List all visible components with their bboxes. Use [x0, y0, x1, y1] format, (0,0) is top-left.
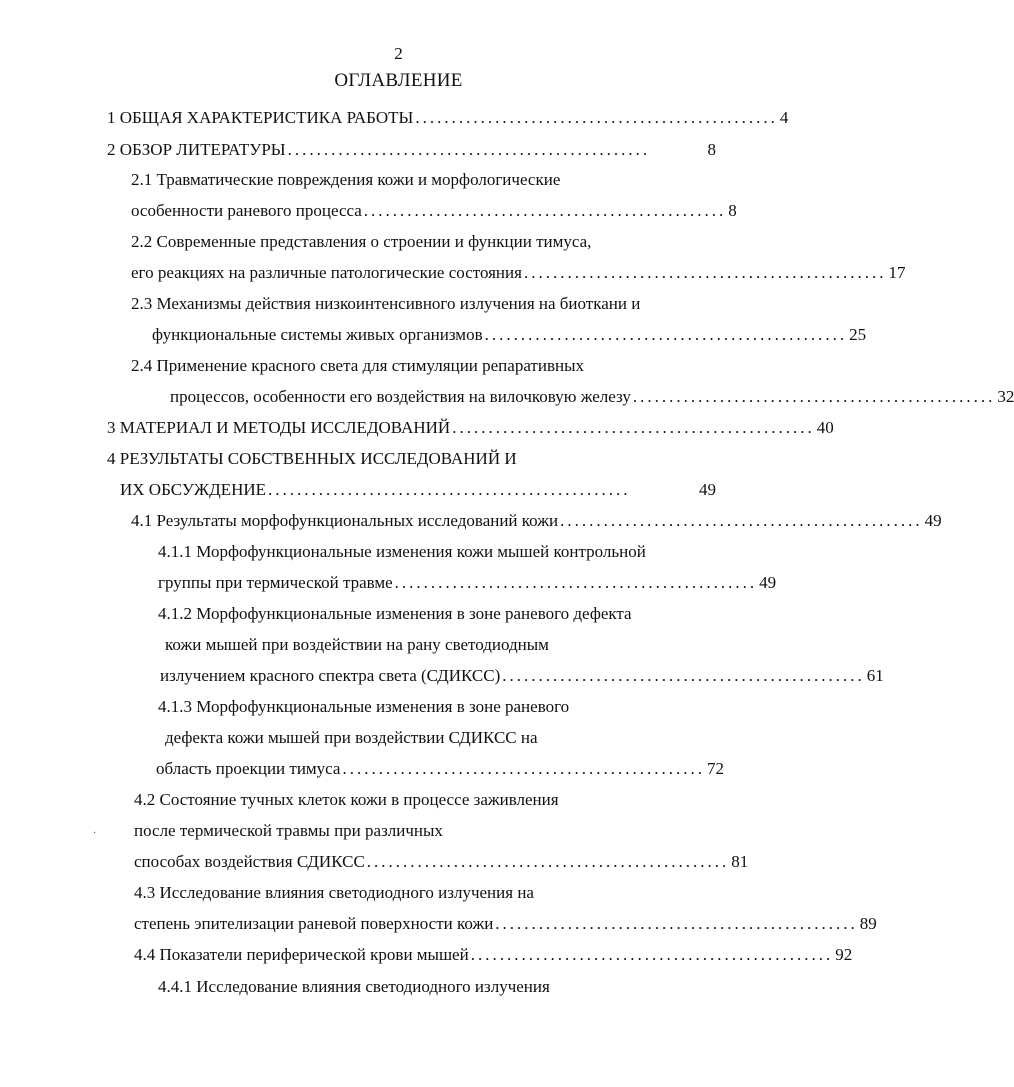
page-ref: 49: [759, 573, 777, 592]
page-ref: 8: [707, 140, 716, 159]
toc-entry-4-2[interactable]: способах воздействия СДИКСС .................................................. 81: [134, 852, 749, 871]
page-ref: 61: [866, 666, 884, 685]
toc-entry-4[interactable]: ИХ ОБСУЖДЕНИЕ .................................................. 49: [120, 480, 716, 499]
toc-entry-2-4[interactable]: процессов, особенности его воздействия на вилочковую железу .................................................. 32: [170, 387, 1014, 406]
toc-entry-4-3[interactable]: степень эпителизации раневой поверхности кожи .................................................. 89: [134, 914, 877, 933]
toc-entry-4-2-line2: после термической травмы при различных: [134, 821, 443, 840]
toc-entry-4-1-3[interactable]: область проекции тимуса .................................................. 72: [156, 759, 724, 778]
toc-entry-4-1-2-line1: 4.1.2 Морфофункциональные изменения в зоне раневого дефекта: [158, 604, 632, 623]
toc-heading: ОГЛАВЛЕНИЕ: [334, 70, 463, 91]
toc-entry-4-4-1-line1: 4.4.1 Исследование влияния светодиодного излучения: [158, 977, 550, 996]
page-ref: 40: [816, 418, 834, 437]
toc-entry-3[interactable]: 3 МАТЕРИАЛ И МЕТОДЫ ИССЛЕДОВАНИЙ .................................................. 40: [107, 418, 834, 437]
toc-entry-2[interactable]: 2 ОБЗОР ЛИТЕРАТУРЫ .................................................. 8: [107, 140, 716, 159]
toc-entry-4-1-2-line2: кожи мышей при воздействии на рану светодиодным: [165, 635, 549, 654]
toc-entry-2-1-line1: 2.1 Травматические повреждения кожи и морфологические: [131, 170, 561, 189]
stray-mark: ·: [93, 828, 97, 839]
toc-entry-4-1-1-line1: 4.1.1 Морфофункциональные изменения кожи мышей контрольной: [158, 542, 646, 561]
toc-entry-2-4-line1: 2.4 Применение красного света для стимуляции репаративных: [131, 356, 585, 375]
toc-entry-2-2[interactable]: его реакциях на различные патологические состояния .................................................. 17: [131, 263, 906, 282]
toc-entry-4-1-3-line2: дефекта кожи мышей при воздействии СДИКСС на: [165, 728, 538, 747]
page-ref: 92: [835, 945, 853, 964]
toc-entry-4-3-line1: 4.3 Исследование влияния светодиодного излучения на: [134, 883, 534, 902]
toc-entry-4-line1: 4 РЕЗУЛЬТАТЫ СОБСТВЕННЫХ ИССЛЕДОВАНИЙ И: [107, 449, 517, 468]
toc-entry-4-1-3-line1: 4.1.3 Морфофункциональные изменения в зоне раневого: [158, 697, 570, 716]
page-ref: 32: [997, 387, 1014, 406]
page-ref: 49: [924, 511, 942, 530]
page-number: 2: [394, 44, 403, 63]
toc-entry-1[interactable]: 1 ОБЩАЯ ХАРАКТЕРИСТИКА РАБОТЫ .................................................. 4: [107, 108, 789, 127]
toc-entry-4-1-2[interactable]: излучением красного спектра света (СДИКСС) .................................................. 61: [160, 666, 884, 685]
toc-entry-2-2-line1: 2.2 Современные представления о строении и функции тимуса,: [131, 232, 592, 251]
page-ref: 17: [888, 263, 906, 282]
toc-entry-4-1-1[interactable]: группы при термической травме .................................................. 49: [158, 573, 777, 592]
toc-entry-4-1[interactable]: 4.1 Результаты морфофункциональных исследований кожи .................................................. 49: [131, 511, 942, 530]
page-ref: 89: [859, 914, 877, 933]
toc-entry-2-1[interactable]: особенности раневого процесса .................................................. 8: [131, 201, 737, 220]
toc-entry-2-3[interactable]: функциональные системы живых организмов .................................................. 25: [152, 325, 867, 344]
page-ref: 8: [728, 201, 737, 220]
page-ref: 25: [849, 325, 867, 344]
toc-entry-4-4[interactable]: 4.4 Показатели периферической крови мышей .................................................. 92: [134, 945, 853, 964]
page-ref: 72: [706, 759, 724, 778]
toc-entry-2-3-line1: 2.3 Механизмы действия низкоинтенсивного излучения на биоткани и: [131, 294, 641, 313]
page-ref: 4: [779, 108, 789, 127]
page-ref: 49: [699, 480, 716, 499]
page-ref: 81: [731, 852, 749, 871]
toc-entry-4-2-line1: 4.2 Состояние тучных клеток кожи в процессе заживления: [134, 790, 559, 809]
